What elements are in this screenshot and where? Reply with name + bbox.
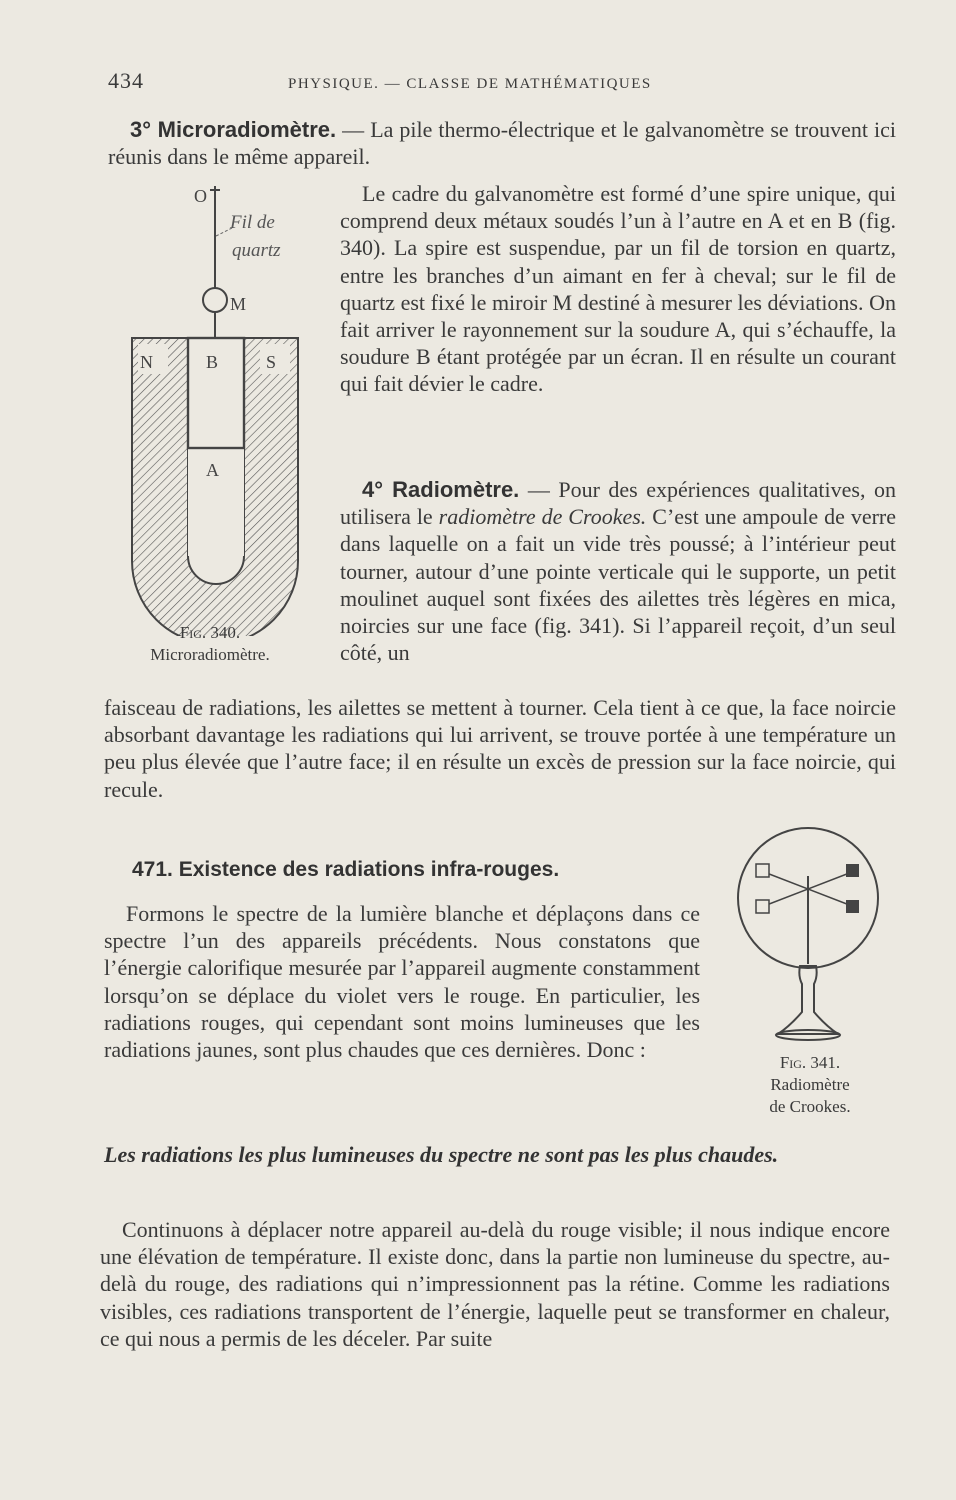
mirror-m [203,288,227,312]
figure-340-title: Microradiomètre. [150,645,270,664]
label-n: N [140,352,153,372]
figure-340-caption [110,622,310,666]
final-paragraph-text: Continuons à déplacer notre appareil au-delà du rouge visible; il nous indique encore une élévation de température. Il existe donc, dans la partie non lumineuse du spectre, au-delà du rouge, des radiations qui n’impressionnent pas la rétine. Comme les radiations visibles, ces radiations transportent de l’énergie, laquelle peut se transformer en chaleur, ce qui nous a permis de les déceler. Par suite [100,1217,890,1351]
section-471-title: 471. Existence des radiations infra-rouges. [132,858,560,881]
figure-341-crookes-radiometer [728,826,898,1056]
vane-dark-bottom [846,900,859,913]
radiometer-text-2: C’est une ampoule de verre dans laquelle on a fait un vide très poussé; à l’intérieur peut tourner, autour d’une pointe verticale qui le supporte, un petit moulinet auquel sont fixées des ailettes très légères en mica, noircies sur une face (fig. 341). Si l’appareil reçoit, d’un seul côté, un [340,504,896,666]
figure-341-title-1: Radiomètre [770,1075,850,1094]
microradiometer-intro-text: — La pile thermo-électrique et le galvanomètre se trouvent ici réunis dans le même appareil. [108,117,896,170]
radiometer-continuation-text: faisceau de radiations, les ailettes se mettent à tourner. Cela tient à ce que, la face noircie absorbant davantage les radiations qui lui arrivent, se trouve portée à une température un peu plus élevée que l’autre face; il en résulte un excès de pression sur la face noircie, qui recule. [104,695,896,802]
label-o: O [194,186,207,206]
label-m: M [230,294,247,314]
microradiometer-body [340,180,896,398]
radiometer-text-1: — Pour des expériences qualitatives, on utilisera le [340,477,896,530]
section-471-text: Formons le spectre de la lumière blanche et déplaçons dans ce spectre l’un des appareils précédents. Nous constatons que l’énergie calorifique mesurée par l’appareil augmente constamment lorsqu’on se déplace du violet vers le rouge. En particulier, les radiations rouges, qui cependant sont moins lumineuses que les radiations jaunes, sont plus chaudes que ces dernières. Donc : [104,901,700,1063]
figure-341-number: Fig. 341. [779,1053,841,1072]
final-paragraph [100,1216,890,1352]
figure-340-microradiometer [120,176,320,636]
microradiometer-intro [108,116,896,170]
radiometer-stand [778,966,838,1034]
label-a: A [206,460,219,480]
vane-dark-top [846,864,859,877]
figure-341-title-2: de Crookes. [769,1097,851,1116]
page-header [108,68,898,98]
vane-light-bottom [756,900,769,913]
label-fil-de: Fil de [230,212,275,233]
label-b: B [206,352,219,372]
figure-340-number: Fig. 340. [179,623,241,642]
vane-light-top [756,864,769,877]
microradiometer-description: Le cadre du galvanomètre est formé d’une spire unique, qui comprend deux métaux soudés l’un à l’autre en A et en B (fig. 340). La spire est suspendue, par un fil de torsion en quartz, entre les branches d’un aimant en fer à cheval; sur le fil de quartz est fixé le miroir M destiné à mesurer les déviations. On fait arriver le rayonnement sur la soudure A, qui s’échauffe, la soudure B étant protégée par un écran. Il en résulte un courant qui fait dévier le cadre. [340,181,896,397]
radiometer-paragraph [340,476,896,666]
conclusion-statement: Les radiations les plus lumineuses du spectre ne sont pas les plus chaudes. [104,1142,779,1167]
radiometer-italic: radiomètre de Crookes. [438,504,647,530]
radiometer-continuation [104,694,896,803]
microradiometer-heading: 3° Microradiomètre. [130,117,337,142]
label-quartz: quartz [232,240,281,261]
radiometer-heading: 4° Radiomètre. [362,477,520,502]
running-title: PHYSIQUE. — CLASSE DE MATHÉMATIQUES [288,76,652,92]
section-471-body [104,900,700,1063]
label-s: S [266,352,277,372]
figure-341-caption [730,1052,890,1118]
page-number: 434 [108,68,144,93]
